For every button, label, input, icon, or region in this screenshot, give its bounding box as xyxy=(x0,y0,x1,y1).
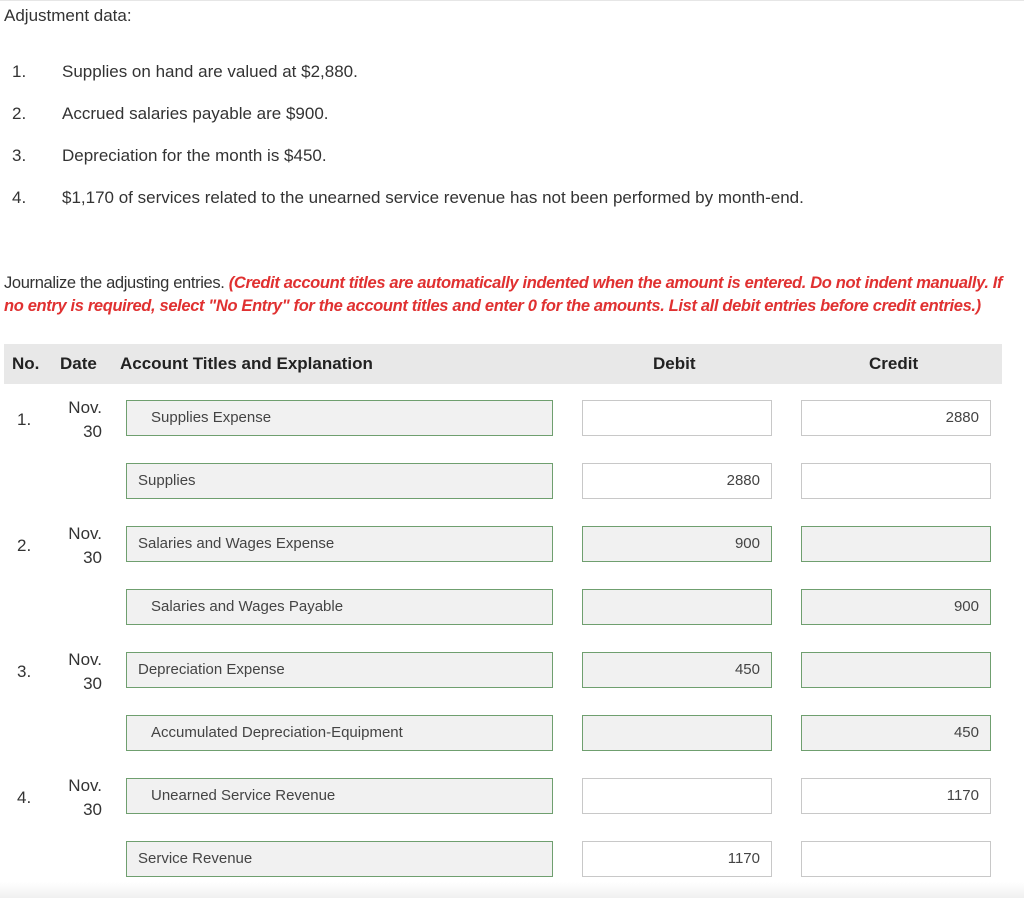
debit-amount-field[interactable] xyxy=(582,841,772,877)
account-title-field[interactable] xyxy=(126,526,553,562)
account-title-field[interactable] xyxy=(126,589,553,625)
adjustment-number: 2. xyxy=(12,104,27,123)
entry-date-day: 30 xyxy=(83,548,102,567)
adjustment-item xyxy=(0,188,1024,212)
adjustment-item xyxy=(0,62,1024,86)
account-title-field[interactable] xyxy=(126,715,553,751)
credit-amount-field[interactable] xyxy=(801,841,991,877)
debit-amount-field[interactable] xyxy=(582,715,772,751)
entry-date-day: 30 xyxy=(83,674,102,693)
credit-amount-field[interactable] xyxy=(801,778,991,814)
debit-amount-value: 900 xyxy=(734,535,760,552)
debit-amount-value: 2880 xyxy=(726,472,760,489)
account-title-field[interactable] xyxy=(126,400,553,436)
debit-amount-value: 450 xyxy=(734,661,760,678)
account-title-value: Unearned Service Revenue xyxy=(151,787,336,804)
account-title-value: Service Revenue xyxy=(138,850,253,867)
credit-amount-field[interactable] xyxy=(801,526,991,562)
adjustment-number: 1. xyxy=(12,62,27,81)
journal-table-header xyxy=(4,344,1002,384)
entry-date-month: Nov. xyxy=(68,524,102,543)
account-title-value: Depreciation Expense xyxy=(138,661,285,678)
credit-amount-field[interactable] xyxy=(801,463,991,499)
credit-amount-field[interactable] xyxy=(801,652,991,688)
account-title-field[interactable] xyxy=(126,778,553,814)
entry-date-day: 30 xyxy=(83,800,102,819)
entry-date xyxy=(62,774,102,822)
account-title-value: Supplies Expense xyxy=(151,409,272,426)
entry-date-month: Nov. xyxy=(68,650,102,669)
adjustment-item xyxy=(0,146,1024,170)
adjustment-item xyxy=(0,104,1024,128)
credit-amount-field[interactable] xyxy=(801,589,991,625)
header-date: Date xyxy=(60,354,97,373)
entry-date-month: Nov. xyxy=(68,776,102,795)
debit-amount-field[interactable] xyxy=(582,463,772,499)
account-title-field[interactable] xyxy=(126,463,553,499)
entry-date-month: Nov. xyxy=(68,398,102,417)
credit-amount-field[interactable] xyxy=(801,715,991,751)
top-divider xyxy=(0,0,1024,1)
entry-date xyxy=(62,522,102,570)
header-no: No. xyxy=(12,354,40,373)
debit-amount-value: 1170 xyxy=(727,850,760,867)
account-title-value: Salaries and Wages Expense xyxy=(138,535,335,552)
entry-number: 1. xyxy=(17,410,32,429)
entry-date-day: 30 xyxy=(83,422,102,441)
debit-amount-field[interactable] xyxy=(582,778,772,814)
account-title-value: Supplies xyxy=(138,472,196,489)
credit-amount-value: 1170 xyxy=(946,787,979,804)
header-debit: Debit xyxy=(653,354,696,373)
adjustment-text: Accrued salaries payable are $900. xyxy=(62,104,329,123)
account-title-value: Accumulated Depreciation-Equipment xyxy=(151,724,403,741)
credit-amount-field[interactable] xyxy=(801,400,991,436)
adjustment-text: $1,170 of services related to the unearned service revenue has not been performed by month-end. xyxy=(62,188,804,207)
bottom-fade xyxy=(0,882,1024,898)
account-title-field[interactable] xyxy=(126,841,553,877)
instructions xyxy=(4,272,1009,318)
entry-number: 2. xyxy=(17,536,32,555)
credit-amount-value: 2880 xyxy=(945,409,979,426)
account-title-field[interactable] xyxy=(126,652,553,688)
adjustment-number: 4. xyxy=(12,188,27,207)
entry-number: 3. xyxy=(17,662,32,681)
credit-amount-value: 900 xyxy=(953,598,979,615)
adjustment-number: 3. xyxy=(12,146,27,165)
account-title-value: Salaries and Wages Payable xyxy=(151,598,344,615)
entry-date xyxy=(62,648,102,696)
debit-amount-field[interactable] xyxy=(582,589,772,625)
adjustment-text: Depreciation for the month is $450. xyxy=(62,146,327,165)
instructions-lead: Journalize the adjusting entries. xyxy=(4,274,229,292)
instructions-note: (Credit account titles are automatically indented when the amount is entered. Do not indent manually. If no entry is required, select "No Entry" for the account titles and enter 0 for the amounts. List all debit entries before credit entries.) xyxy=(4,274,1003,315)
entry-number: 4. xyxy=(17,788,32,807)
debit-amount-field[interactable] xyxy=(582,526,772,562)
debit-amount-field[interactable] xyxy=(582,400,772,436)
adjustment-text: Supplies on hand are valued at $2,880. xyxy=(62,62,358,81)
credit-amount-value: 450 xyxy=(953,724,979,741)
entry-date xyxy=(62,396,102,444)
debit-amount-field[interactable] xyxy=(582,652,772,688)
adjustment-heading: Adjustment data: xyxy=(4,6,132,25)
header-account: Account Titles and Explanation xyxy=(120,354,373,373)
header-credit: Credit xyxy=(869,354,919,373)
